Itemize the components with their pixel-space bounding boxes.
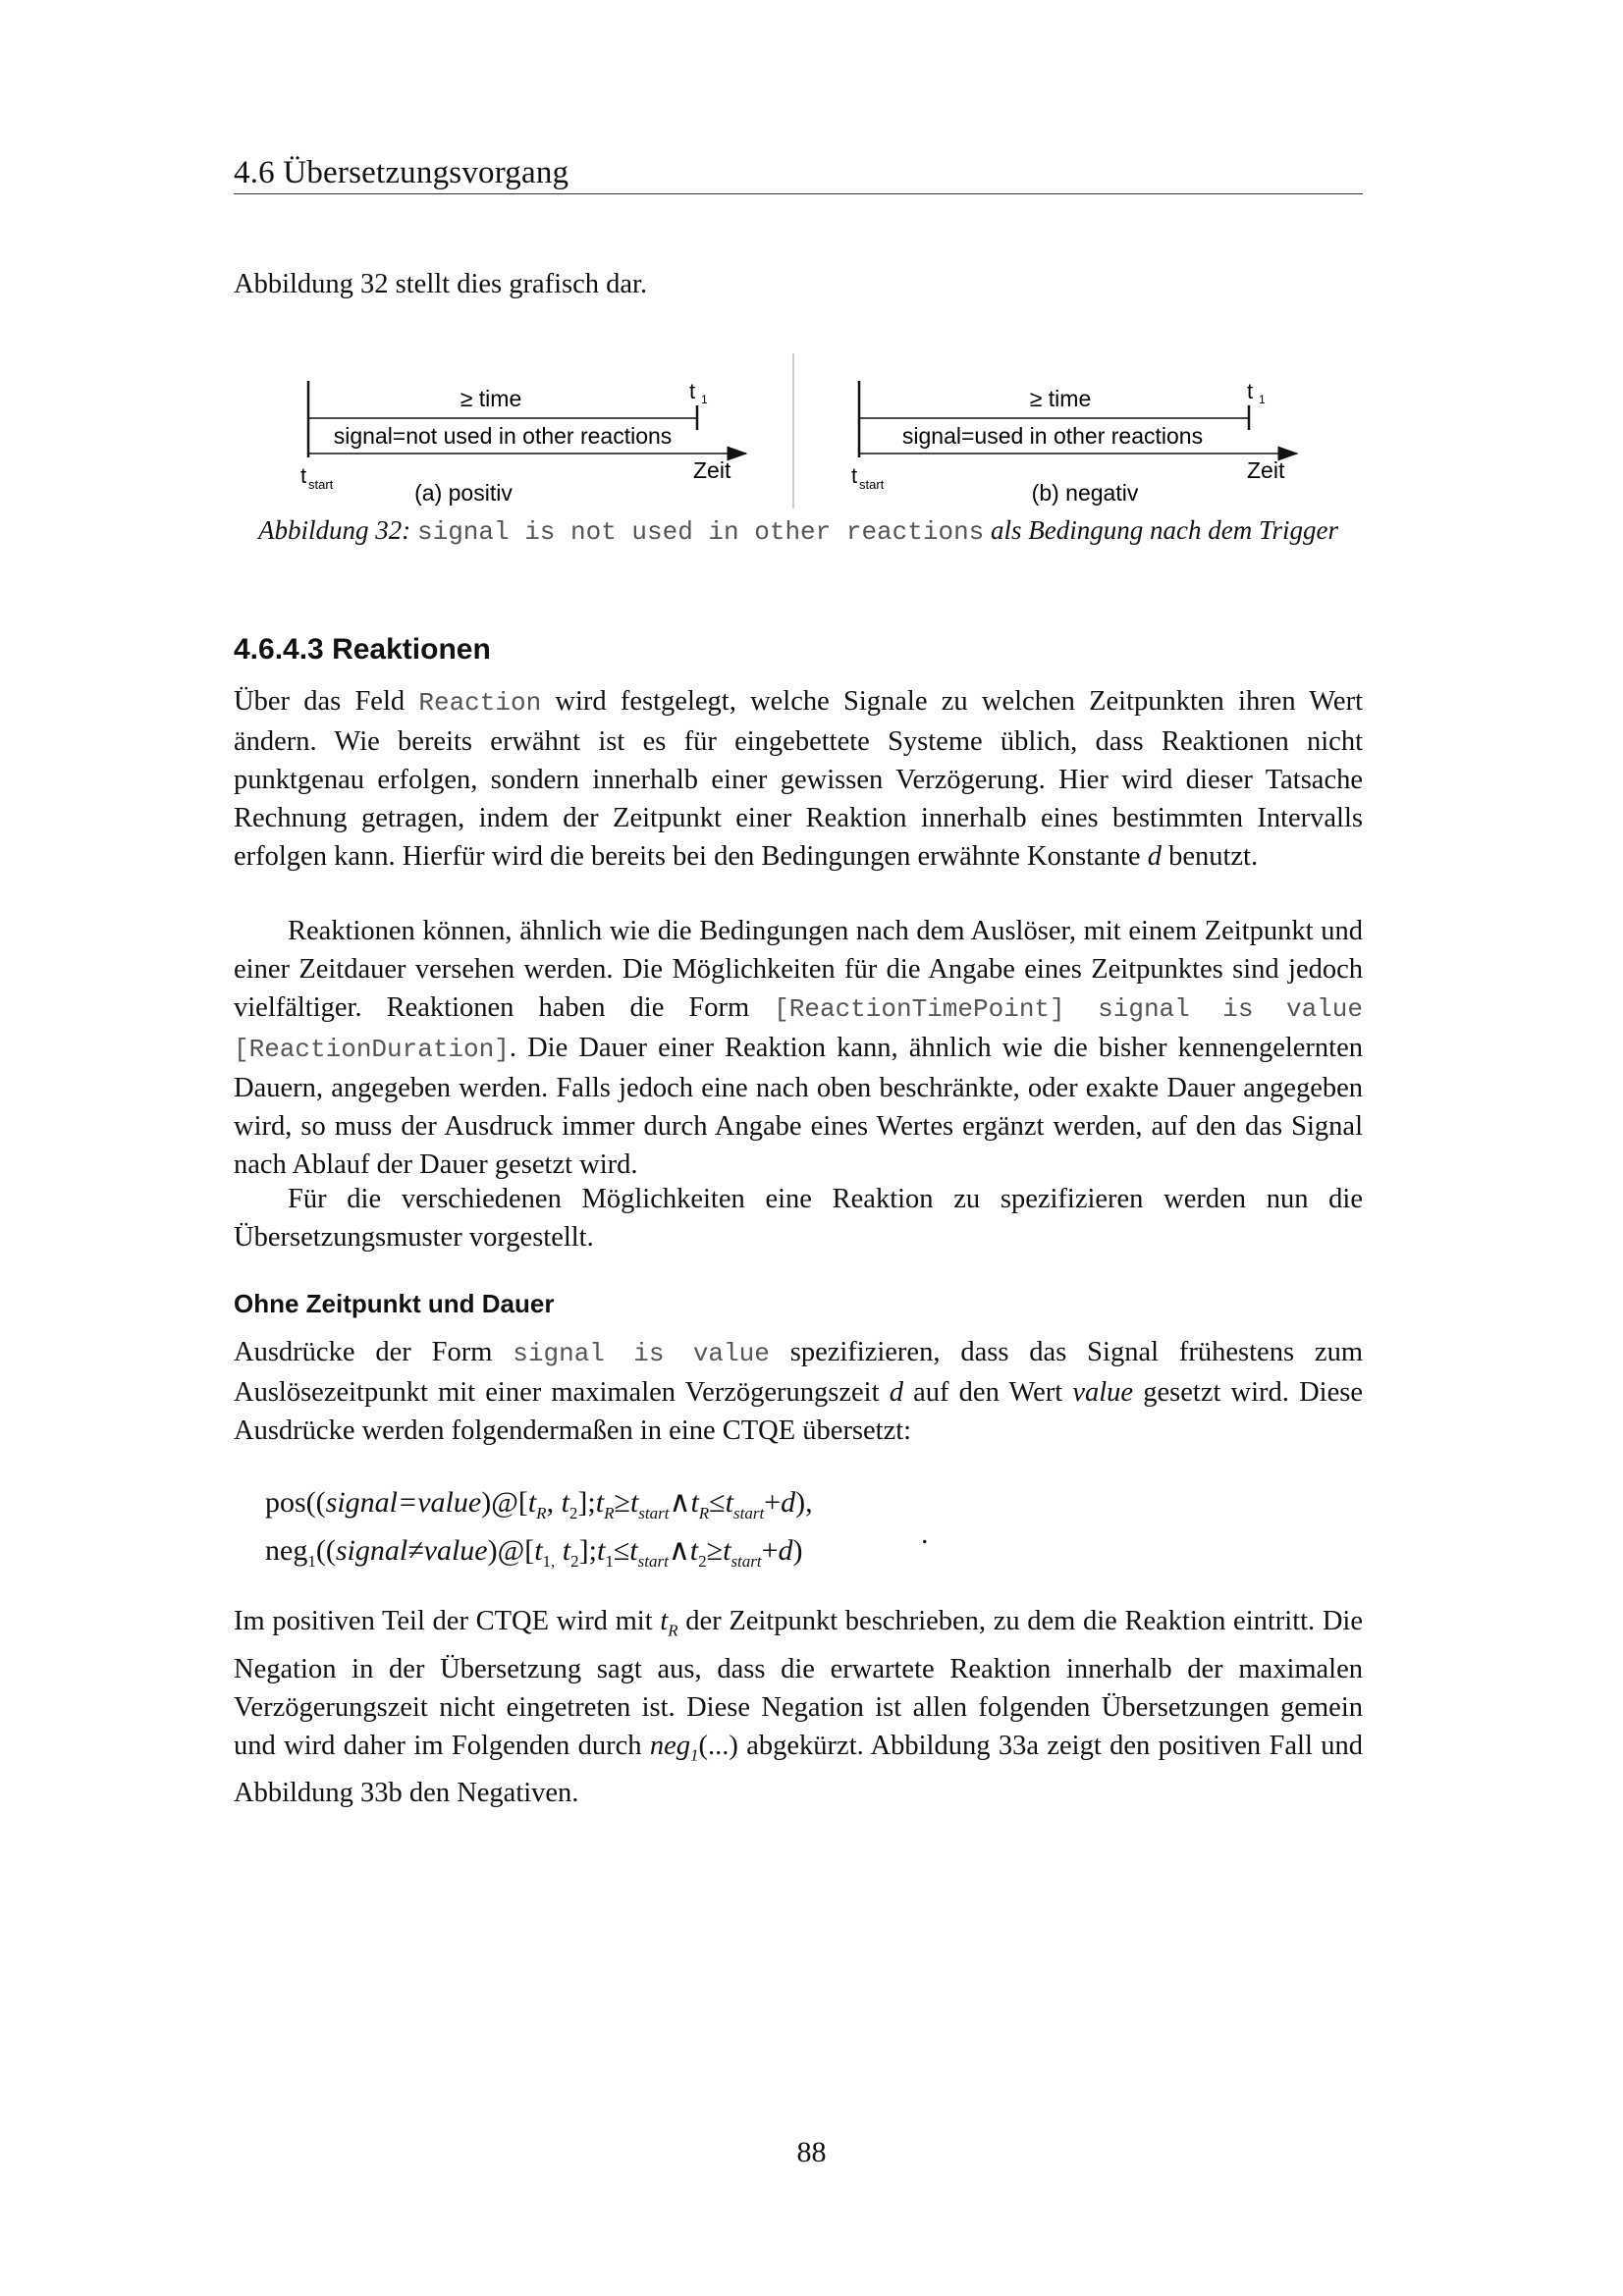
panel-caption: (a) positiv bbox=[414, 480, 513, 506]
formula-subscript: 1 bbox=[307, 1552, 316, 1571]
math-variable: neg bbox=[649, 1730, 691, 1761]
formula-subscript: 2 bbox=[570, 1552, 579, 1571]
text-run: Reaktionen können, ähnlich wie die Bedingungen nach dem Auslöser, mit einem Zeitpunkt und einer Zeitdauer versehen werden. Die Möglichkeiten für die Angabe eines Zeitpunktes sind jedoch vielfältiger. Reaktionen haben die Form bbox=[234, 916, 1363, 1023]
axis-label: Zeit bbox=[1247, 457, 1285, 483]
formula-period: . bbox=[921, 1518, 929, 1550]
formula-positive-line bbox=[265, 1484, 1051, 1532]
math-subscript: R bbox=[668, 1621, 678, 1640]
formula-token: signal=value bbox=[325, 1486, 482, 1519]
time-label: ≥ time bbox=[1029, 386, 1092, 411]
inline-code: [ReactionTimePoint] signal is value [ReactionDuration] bbox=[234, 994, 1363, 1064]
panel-a bbox=[300, 379, 746, 506]
formula-subscript: 2 bbox=[568, 1504, 578, 1522]
formula-subscript: R bbox=[536, 1504, 547, 1522]
formula-token: )@[ bbox=[487, 1534, 535, 1567]
formula-token: ), bbox=[795, 1486, 813, 1519]
formula-token: ≤ bbox=[613, 1534, 630, 1567]
formula-token: ∧ bbox=[669, 1486, 691, 1519]
t1-label: t bbox=[689, 379, 696, 403]
formula-subscript: 1, bbox=[542, 1552, 556, 1571]
panel-caption: (b) negativ bbox=[1031, 480, 1139, 506]
paragraph-reaction-form bbox=[234, 912, 1363, 1184]
formula-subscript: start bbox=[637, 1552, 669, 1571]
text-run: (...) abgekürzt. Abbildung 33a zeigt den positiven Fall und Abbildung 33b den Negativen. bbox=[234, 1730, 1364, 1809]
formula-subscript: 1 bbox=[605, 1552, 614, 1571]
tstart-subscript: start bbox=[859, 477, 885, 492]
formula-token: t bbox=[595, 1486, 605, 1519]
t1-subscript: 1 bbox=[701, 393, 708, 406]
inline-code: signal is value bbox=[513, 1339, 770, 1368]
paragraph-positive-part bbox=[234, 1602, 1363, 1812]
axis-label: Zeit bbox=[693, 457, 731, 483]
math-subscript: 1 bbox=[690, 1745, 699, 1765]
formula-subscript: start bbox=[638, 1504, 670, 1522]
timing-diagram bbox=[285, 351, 1325, 518]
formula-token: + bbox=[764, 1486, 782, 1519]
page-number: 88 bbox=[796, 2136, 827, 2168]
formula-token: t bbox=[561, 1486, 569, 1519]
formula-token: ≤ bbox=[709, 1486, 726, 1519]
subsection-heading: Ohne Zeitpunkt und Dauer bbox=[234, 1289, 555, 1318]
formula-token: t bbox=[723, 1534, 731, 1567]
figure-32 bbox=[285, 351, 1325, 518]
section-heading: 4.6.4.3 Reaktionen bbox=[234, 633, 491, 666]
math-variable: d bbox=[889, 1377, 903, 1408]
formula-token: d bbox=[781, 1486, 796, 1519]
signal-label: signal=not used in other reactions bbox=[333, 423, 673, 449]
formula-token: ≥ bbox=[706, 1534, 724, 1567]
formula-token: ≥ bbox=[614, 1486, 630, 1519]
text-run: Über das Feld bbox=[234, 686, 419, 717]
text-run: gesetzt wird. Diese Ausdrücke werden folgendermaßen in eine CTQE übersetzt: bbox=[234, 1377, 1363, 1446]
time-label: ≥ time bbox=[460, 386, 522, 411]
caption-prefix: Abbildung 32: bbox=[257, 515, 417, 545]
intro-paragraph: Abbildung 32 stellt dies grafisch dar. bbox=[234, 269, 648, 299]
formula-token: pos(( bbox=[265, 1486, 326, 1519]
formula-token: t bbox=[596, 1534, 606, 1567]
formula-subscript: 2 bbox=[698, 1552, 707, 1571]
t1-subscript: 1 bbox=[1259, 393, 1266, 406]
text-run: auf den Wert bbox=[902, 1377, 1073, 1408]
formula-subscript: start bbox=[732, 1504, 765, 1522]
formula-token: t bbox=[555, 1534, 571, 1567]
formula-token: t bbox=[629, 1486, 639, 1519]
text-run: spezifizieren, dass das Signal frühestens zum Auslösezeitpunkt mit einer maximalen Verzögerungszeit bbox=[234, 1337, 1363, 1408]
caption-suffix: als Bedingung nach dem Trigger bbox=[984, 515, 1339, 545]
formula-subscript: R bbox=[698, 1504, 710, 1522]
panel-b bbox=[851, 379, 1297, 506]
signal-label: signal=used in other reactions bbox=[901, 423, 1204, 449]
formula-token: ∧ bbox=[668, 1534, 690, 1567]
t1-label: t bbox=[1247, 379, 1254, 403]
formula-token: , bbox=[546, 1486, 562, 1519]
formula-subscript: start bbox=[730, 1552, 762, 1571]
formula-token: t bbox=[689, 1534, 699, 1567]
tstart-label: t bbox=[300, 463, 307, 488]
formula-token: )@[ bbox=[481, 1486, 528, 1519]
paragraph-patterns-intro: Für die verschiedenen Möglichkeiten eine Reaktion zu spezifizieren werden nun die Übersetzungsmuster vorgestellt. bbox=[234, 1184, 1363, 1253]
formula-token: t bbox=[527, 1486, 537, 1519]
formula-token: ) bbox=[792, 1534, 803, 1567]
text-run: . Die Dauer einer Reaktion kann, ähnlich wie die bisher kennengelernten Dauern, angegeben werden. Falls jedoch eine nach oben beschränkte, oder exakte Dauer angegeben wird, so muss der Ausdruck immer durch Angabe eines Wertes ergänzt werden, auf den das Signal nach Ablauf der Dauer gesetzt wird. bbox=[234, 1033, 1363, 1180]
text-run: wird festgelegt, welche Signale zu welchen Zeitpunkten ihren Wert ändern. Wie bereits erwähnt ist es für eingebettete Systeme üblich, dass Reaktionen nicht punktgenau erfolgen, sondern innerhalb einer gewissen Verzögerung. Hier wird dieser Tatsache Rechnung getragen, indem der Zeitpunkt einer Reaktion innerhalb eines bestimmten Intervalls erfolgen kann. Hierfür wird die bereits bei den Bedingungen erwähnte Konstante bbox=[234, 686, 1363, 872]
text-run: benutzt. bbox=[1161, 841, 1259, 872]
formula-token: neg bbox=[265, 1534, 308, 1567]
math-variable: d bbox=[1147, 841, 1162, 872]
formula-token: d bbox=[778, 1534, 793, 1567]
ctqe-formula bbox=[265, 1484, 1051, 1580]
text-run: Ausdrücke der Form bbox=[234, 1337, 514, 1367]
formula-negative-line bbox=[265, 1532, 1051, 1580]
header-rule bbox=[234, 193, 1363, 194]
inline-code: Reaction bbox=[418, 688, 542, 718]
caption-code: signal is not used in other reactions bbox=[416, 517, 985, 547]
formula-token: t bbox=[690, 1486, 699, 1519]
text-run: Im positiven Teil der CTQE wird mit bbox=[234, 1606, 661, 1636]
figure-caption bbox=[234, 515, 1363, 547]
paragraph-reaction-field bbox=[234, 682, 1363, 876]
formula-token: t bbox=[629, 1534, 638, 1567]
formula-token: ]; bbox=[577, 1486, 596, 1519]
tstart-subscript: start bbox=[308, 477, 334, 492]
formula-token: t bbox=[534, 1534, 543, 1567]
running-header: 4.6 Übersetzungsvorgang bbox=[234, 155, 569, 190]
formula-token: signal≠value bbox=[335, 1534, 488, 1567]
formula-token: + bbox=[761, 1534, 779, 1567]
formula-subscript: R bbox=[604, 1504, 615, 1522]
paragraph-signal-is-value bbox=[234, 1333, 1363, 1450]
text-run: der Zeitpunkt beschrieben, zu dem die Reaktion eintritt. Die Negation in der Übersetzung sagt aus, dass die erwartete Reaktion innerhalb der maximalen Verzögerungszeit nicht eingetreten ist. Diese Negation ist allen folgenden Übersetzungen gemein und wird daher im Folgenden durch bbox=[234, 1606, 1363, 1761]
formula-token: (( bbox=[315, 1534, 336, 1567]
formula-token: ]; bbox=[578, 1534, 597, 1567]
tstart-label: t bbox=[851, 463, 858, 488]
math-variable: t bbox=[660, 1606, 669, 1636]
math-variable: value bbox=[1072, 1377, 1134, 1408]
formula-token: t bbox=[725, 1486, 733, 1519]
